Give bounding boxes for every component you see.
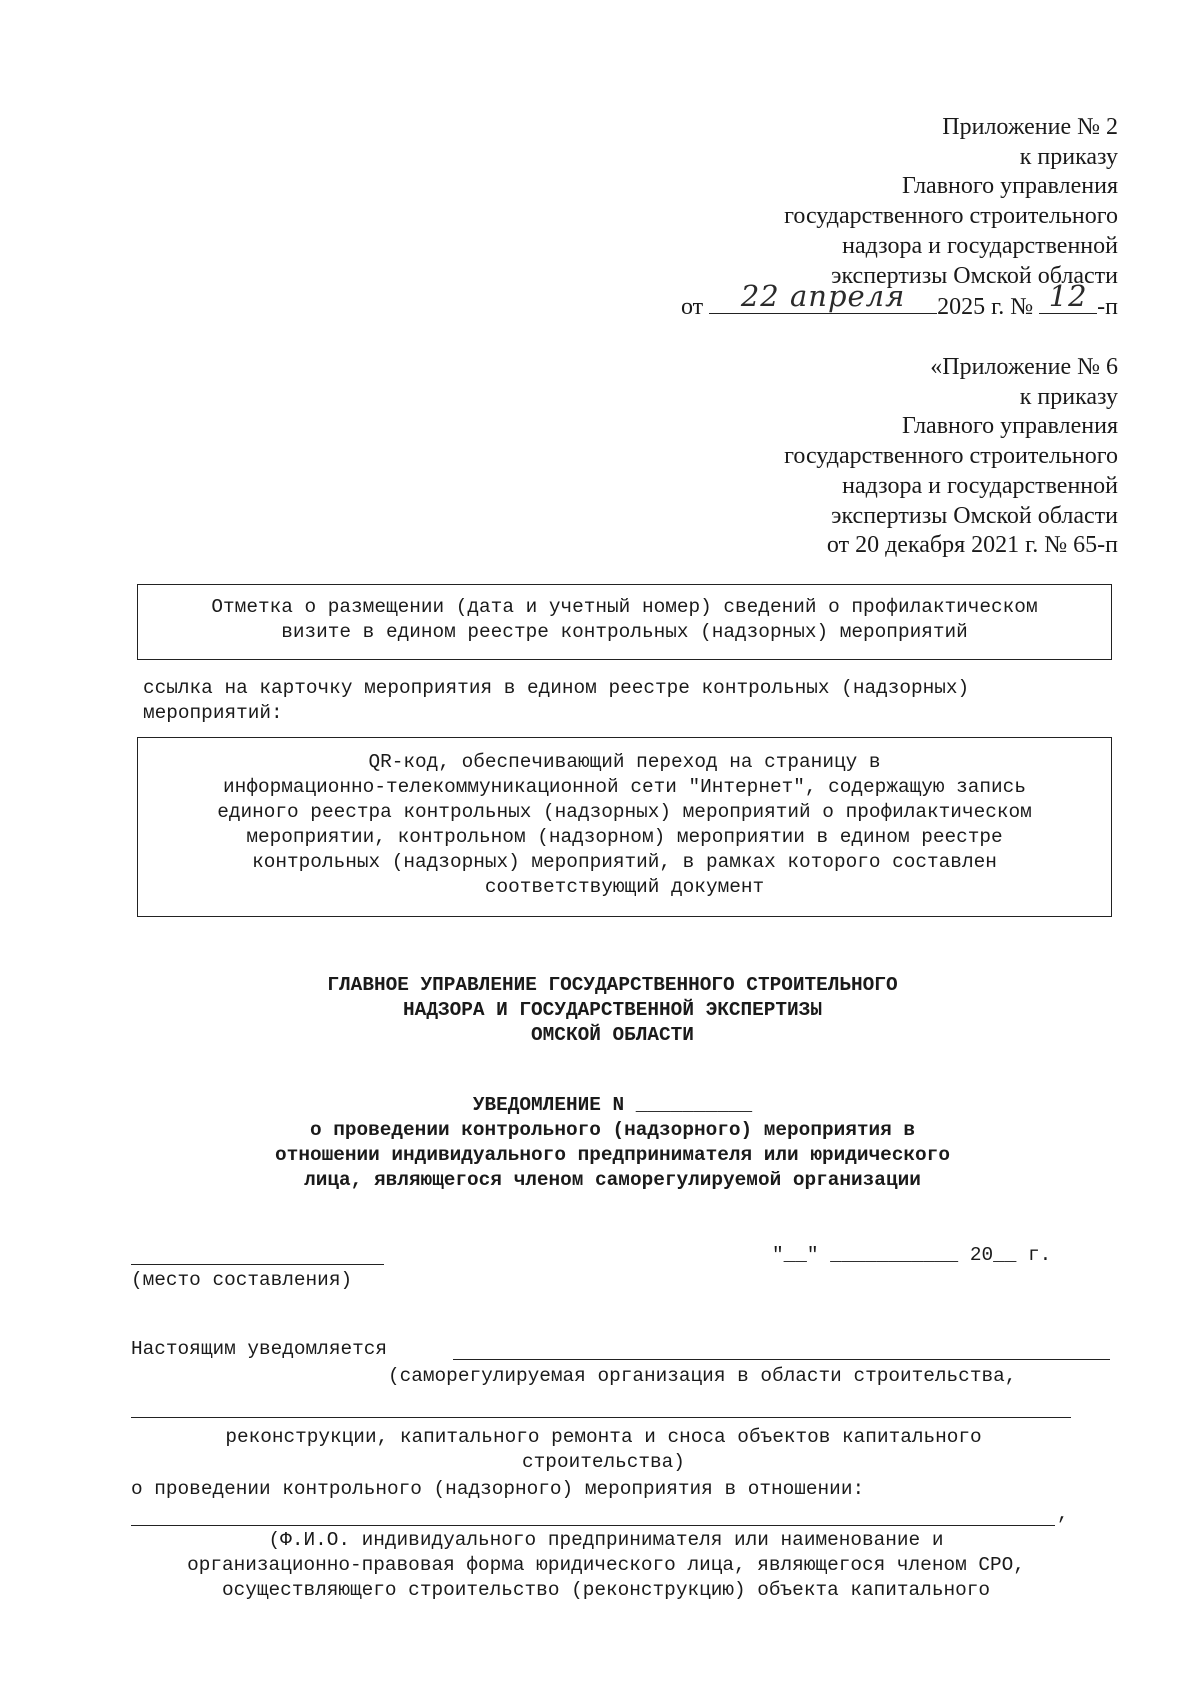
authority-line: ГЛАВНОЕ УПРАВЛЕНИЕ ГОСУДАРСТВЕННОГО СТРОИТЕЛЬНОГО xyxy=(327,974,898,996)
sro-caption-line: реконструкции, капитального ремонта и сноса объектов капитального xyxy=(225,1426,982,1448)
registry-link-line: мероприятий: xyxy=(143,702,283,724)
qr-line: мероприятии, контрольном (надзорном) мероприятии в едином реестре xyxy=(246,826,1003,848)
person-caption-line: (Ф.И.О. индивидуального предпринимателя или наименование и xyxy=(268,1529,944,1551)
place-field-line xyxy=(131,1264,384,1265)
appendix-6-line: к приказу xyxy=(1019,383,1118,410)
order-number-field xyxy=(1039,279,1097,314)
notify-label: Настоящим уведомляется xyxy=(131,1338,387,1360)
sro-field-line xyxy=(453,1359,1110,1360)
appendix-2-title: Приложение № 2 xyxy=(942,114,1118,140)
order-date-field xyxy=(709,279,937,314)
person-field-comma: , xyxy=(1057,1503,1069,1525)
appendix-6-line: экспертизы Омской области xyxy=(831,502,1118,529)
notice-heading xyxy=(140,1093,1085,1193)
appendix-6-line: от 20 декабря 2021 г. № 65-п xyxy=(826,532,1118,559)
authority-line: ОМСКОЙ ОБЛАСТИ xyxy=(531,1024,694,1046)
qr-code-box xyxy=(137,737,1112,917)
person-caption xyxy=(131,1528,1081,1603)
person-field-line xyxy=(131,1525,1055,1526)
appendix-2-line: надзора и государственной xyxy=(842,232,1118,259)
registry-mark-box xyxy=(137,584,1112,660)
registry-link-text xyxy=(143,676,969,726)
date-field: "__" ___________ 20__ г. xyxy=(772,1244,1052,1266)
appendix-2-line: Главного управления xyxy=(902,173,1118,200)
authority-line: НАДЗОРА И ГОСУДАРСТВЕННОЙ ЭКСПЕРТИЗЫ xyxy=(403,999,822,1021)
registry-mark-text xyxy=(138,595,1111,645)
qr-line: информационно-телекоммуникационной сети "Интернет", содержащую запись xyxy=(223,776,1026,798)
person-caption-line: осуществляющего строительство (реконструкцию) объекта капитального xyxy=(222,1579,990,1601)
sro-caption-line: строительства) xyxy=(522,1451,685,1473)
appendix-2-line: государственного строительного xyxy=(784,203,1118,230)
appendix-2-line: экспертизы Омской области xyxy=(831,262,1118,289)
handwritten-number: 12 xyxy=(1048,279,1088,314)
order-from-label: от xyxy=(680,294,704,321)
appendix-6-line: Главного управления xyxy=(902,413,1118,440)
registry-mark-line: Отметка о размещении (дата и учетный номер) сведений о профилактическом xyxy=(211,596,1038,618)
appendix-2-line: к приказу xyxy=(1019,143,1118,170)
order-year-label: 2025 г. № xyxy=(937,294,1034,321)
appendix-6-title: «Приложение № 6 xyxy=(930,354,1118,380)
qr-line: соответствующий документ xyxy=(484,876,765,898)
appendix-2-header xyxy=(558,113,1118,323)
order-suffix: -п xyxy=(1097,294,1118,321)
sro-caption-cont xyxy=(131,1425,1076,1475)
notice-subtitle-line: лица, являющегося членом саморегулируемой организации xyxy=(304,1169,921,1191)
person-caption-line: организационно-правовая форма юридического лица, являющегося членом СРО, xyxy=(187,1554,1025,1576)
place-caption: (место составления) xyxy=(131,1269,353,1291)
sro-caption: (саморегулируемая организация в области строительства, xyxy=(388,1365,1017,1387)
qr-line: QR-код, обеспечивающий переход на страницу в xyxy=(368,751,881,773)
appendix-6-line: надзора и государственной xyxy=(842,472,1118,499)
notice-subtitle-line: о проведении контрольного (надзорного) мероприятия в xyxy=(309,1119,916,1141)
registry-link-line: ссылка на карточку мероприятия в едином реестре контрольных (надзорных) xyxy=(143,677,970,699)
qr-code-text xyxy=(138,750,1111,900)
authority-name xyxy=(140,973,1085,1048)
handwritten-date: 22 апреля xyxy=(740,279,906,314)
qr-line: единого реестра контрольных (надзорных) мероприятий о профилактическом xyxy=(217,801,1032,823)
order-date-line xyxy=(558,279,1118,323)
about-label: о проведении контрольного (надзорного) мероприятия в отношении: xyxy=(131,1478,865,1500)
appendix-6-line: государственного строительного xyxy=(784,443,1118,470)
appendix-6-header xyxy=(558,353,1118,561)
registry-mark-line: визите в едином реестре контрольных (надзорных) мероприятий xyxy=(281,621,968,643)
sro-field-line-2 xyxy=(131,1417,1071,1418)
qr-line: контрольных (надзорных) мероприятий, в рамках которого составлен xyxy=(252,851,997,873)
notice-title: УВЕДОМЛЕНИЕ N __________ xyxy=(472,1094,753,1116)
notice-subtitle-line: отношении индивидуального предпринимателя или юридического xyxy=(275,1144,950,1166)
